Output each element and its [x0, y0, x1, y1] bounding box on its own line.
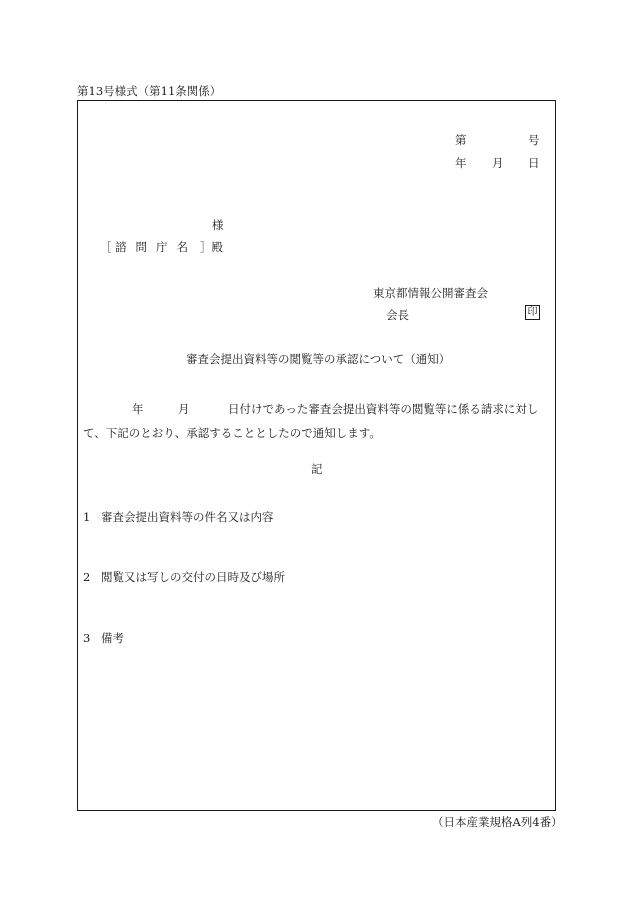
body-month: 月: [178, 402, 190, 416]
date-month: 月: [492, 156, 504, 170]
doc-number-prefix: 第: [455, 133, 467, 147]
paper-size-note: （日本産業規格A列4番）: [432, 815, 563, 829]
addressee-bracket-close: ］殿: [200, 240, 223, 254]
item-2-number: 2: [83, 570, 91, 584]
date-year: 年: [455, 156, 467, 170]
doc-number-suffix: 号: [528, 133, 540, 147]
item-3-label: 備考: [101, 631, 124, 645]
item-1-number: 1: [83, 510, 91, 524]
document-title: 審査会提出資料等の閲覧等の承認について（通知）: [186, 352, 451, 366]
date-day: 日: [528, 156, 540, 170]
addressee-agency: 諮問庁名: [115, 240, 197, 254]
addressee-bracket-open: ［: [100, 240, 112, 254]
item-2-label: 閲覧又は写しの交付の日時及び場所: [101, 570, 285, 584]
item-1-label: 審査会提出資料等の件名又は内容: [101, 510, 274, 524]
item-3-number: 3: [83, 631, 91, 645]
sender-title: 会長: [386, 308, 409, 322]
ki-heading: 記: [311, 462, 323, 476]
body-line2-text: て、下記のとおり、承認することとしたので通知します。: [83, 426, 381, 440]
body-year: 年: [132, 402, 144, 416]
form-number-label: 第13号様式（第11条関係）: [77, 84, 222, 98]
sender-organization: 東京都情報公開審査会: [373, 286, 488, 300]
addressee-honorific: 様: [212, 218, 224, 232]
seal-stamp: 印: [525, 305, 540, 320]
document-frame: [77, 100, 556, 811]
body-line1-text: 日付けであった審査会提出資料等の閲覧等に係る請求に対し: [228, 402, 539, 416]
